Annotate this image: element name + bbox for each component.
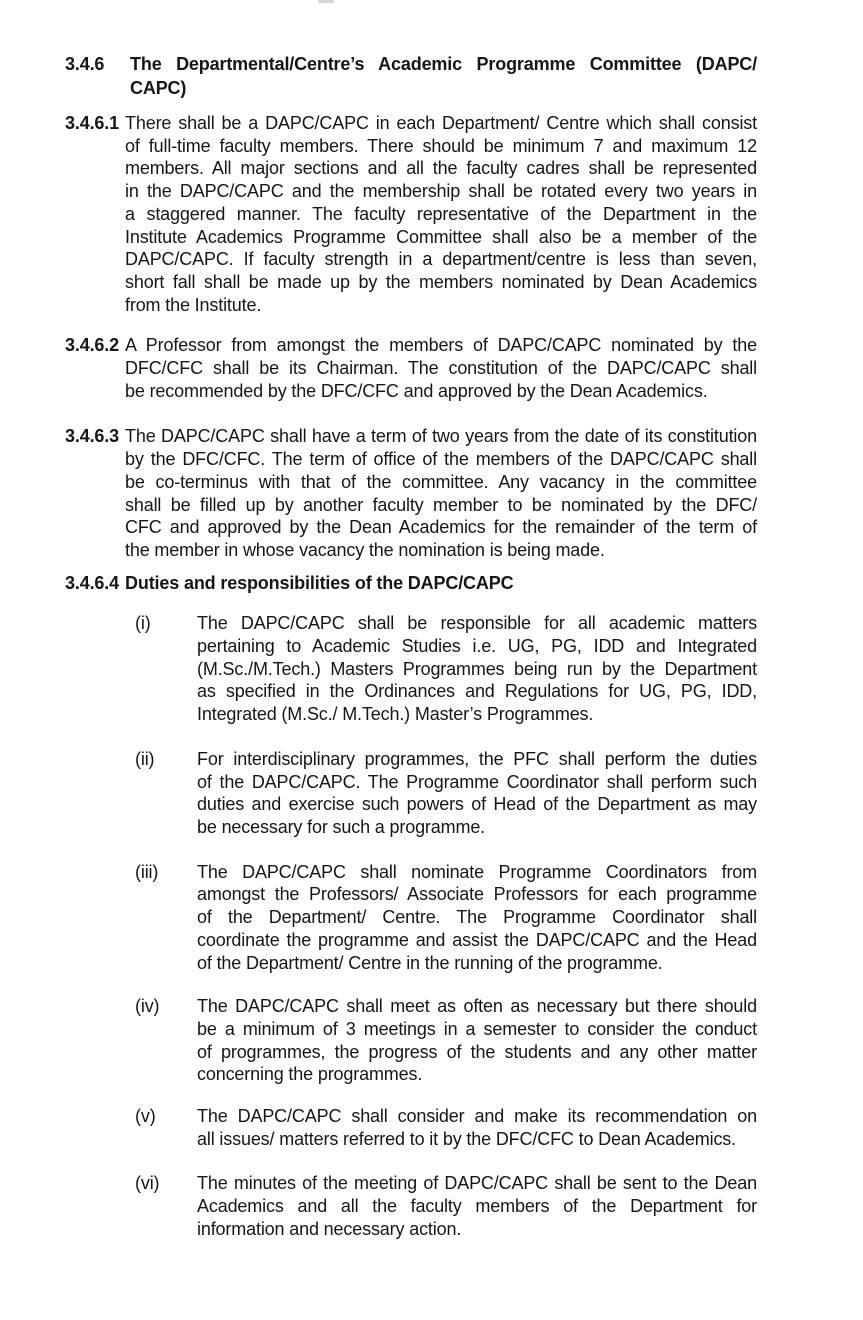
duty-marker: (i) <box>135 613 151 634</box>
duty-item-vi <box>135 1172 757 1240</box>
page-content <box>65 53 757 1241</box>
duty-marker: (iii) <box>135 861 159 882</box>
duty-item-i <box>135 612 757 726</box>
duty-item-iv <box>135 995 757 1086</box>
clause-3-4-6-2 <box>65 334 757 402</box>
duty-text: The DAPC/CAPC shall be responsible for all academic matters pertaining to Academic Studies i.e. UG, PG, IDD and Integrated (M.Sc./M.Tech.) Masters Programmes being run by the Department as specified in the Ordinances and Regulations for UG, PG, IDD, Integrated (M.Sc./ M.Tech.) Master’s Programmes. <box>197 613 757 725</box>
clause-text: There shall be a DAPC/CAPC in each Department/ Centre which shall consist of full-time faculty members. There should be minimum 7 and maximum 12 members. All major sections and all the faculty cadres shall be represented in the DAPC/CAPC and the membership shall be rotated every two years in a staggered manner. The faculty representative of the Department in the Institute Academics Programme Committee shall also be a member of the DAPC/CAPC. If faculty strength in a department/centre is less than seven, short fall shall be made up by the members nominated by Dean Academics from the Institute. <box>125 113 757 315</box>
duty-item-v <box>135 1105 757 1150</box>
section-number: 3.4.6 <box>65 54 105 74</box>
duty-text: The DAPC/CAPC shall nominate Programme Coordinators from amongst the Professors/ Associate Professors for each programme of the Department/ Centre. The Programme Coordinator shall coordinate the programme and assist the DAPC/CAPC and the Head of the Department/ Centre in the running of the programme. <box>197 861 757 973</box>
subsection-title: Duties and responsibilities of the DAPC/CAPC <box>125 572 514 593</box>
scan-artifact <box>318 0 334 3</box>
clause-number: 3.4.6.1 <box>65 113 119 133</box>
clause-number: 3.4.6.2 <box>65 335 119 356</box>
duty-item-iii <box>135 861 757 975</box>
duty-marker: (vi) <box>135 1173 160 1194</box>
duty-text: The DAPC/CAPC shall meet as often as necessary but there should be a minimum of 3 meetings in a semester to consider the conduct of programmes, the progress of the students and any other matter concerning the programmes. <box>197 996 757 1085</box>
duty-text: The DAPC/CAPC shall consider and make its recommendation on all issues/ matters referred to it by the DFC/CFC to Dean Academics. <box>197 1106 757 1149</box>
section-3-4-6 <box>65 53 757 100</box>
section-title: The Departmental/Centre’s Academic Programme Committee (DAPC/ CAPC) <box>130 54 757 98</box>
clause-number: 3.4.6.3 <box>65 426 119 447</box>
subsection-3-4-6-4 <box>65 572 757 595</box>
duty-text: The minutes of the meeting of DAPC/CAPC shall be sent to the Dean Academics and all the faculty members of the Department for information and necessary action. <box>197 1173 757 1239</box>
duty-text: For interdisciplinary programmes, the PFC shall perform the duties of the DAPC/CAPC. The Programme Coordinator shall perform such duties and exercise such powers of Head of the Department as may be necessary for such a programme. <box>197 748 757 837</box>
duty-item-ii <box>135 748 757 839</box>
clause-text: The DAPC/CAPC shall have a term of two years from the date of its constitution by the DFC/CFC. The term of office of the members of the DAPC/CAPC shall be co-terminus with that of the committee. Any vacancy in the committee shall be filled up by another faculty member to be nominated by the DFC/ CFC and approved by the Dean Academics for the remainder of the term of the member in whose vacancy the nomination is being made. <box>125 426 757 560</box>
subsection-number: 3.4.6.4 <box>65 572 119 593</box>
clause-3-4-6-1 <box>65 112 757 316</box>
clause-3-4-6-3 <box>65 425 757 561</box>
clause-text: A Professor from amongst the members of DAPC/CAPC nominated by the DFC/CFC shall be its Chairman. The constitution of the DAPC/CAPC shall be recommended by the DFC/CFC and approved by the Dean Academics. <box>125 335 757 401</box>
duty-marker: (ii) <box>135 748 155 769</box>
duty-marker: (iv) <box>135 996 160 1017</box>
duty-marker: (v) <box>135 1106 156 1127</box>
